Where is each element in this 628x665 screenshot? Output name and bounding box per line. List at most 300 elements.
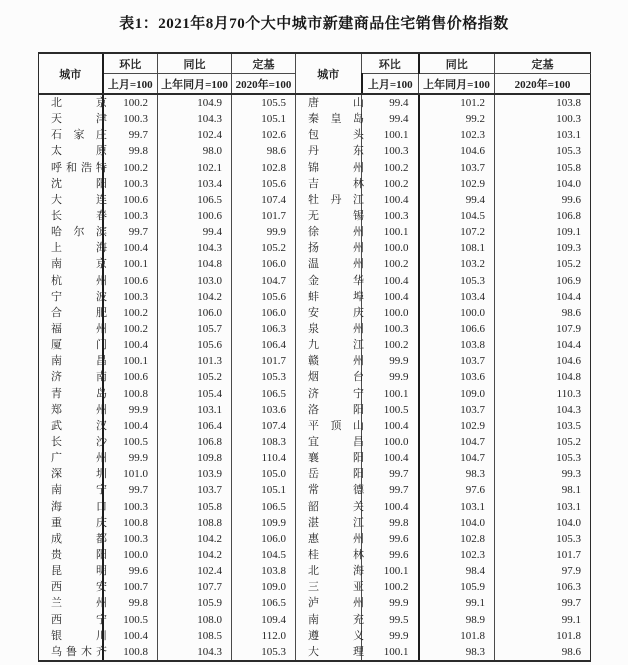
value-cell: 103.7 xyxy=(419,402,495,418)
value-cell: 104.8 xyxy=(495,369,591,385)
value-cell: 102.4 xyxy=(158,127,232,143)
value-cell: 98.6 xyxy=(495,644,591,661)
value-cell: 106.3 xyxy=(232,321,296,337)
city-name: 深圳 xyxy=(51,468,107,481)
value-cell: 103.9 xyxy=(158,466,232,482)
city-cell xyxy=(296,628,362,644)
city-cell xyxy=(296,450,362,466)
value-cell: 110.3 xyxy=(495,386,591,402)
city-cell xyxy=(296,499,362,515)
value-cell: 99.2 xyxy=(419,111,495,127)
city-name: 惠州 xyxy=(308,532,364,545)
city-cell xyxy=(39,547,107,563)
city-name: 大理 xyxy=(308,645,364,658)
value-cell: 100.1 xyxy=(362,386,419,402)
value-cell: 100.3 xyxy=(495,111,591,127)
city-name: 韶关 xyxy=(308,500,364,513)
value-cell: 103.1 xyxy=(495,499,591,515)
table-row xyxy=(39,369,591,385)
value-cell: 98.3 xyxy=(419,466,495,482)
value-cell: 109.0 xyxy=(232,579,296,595)
value-cell: 105.3 xyxy=(232,644,296,661)
value-cell: 106.0 xyxy=(232,531,296,547)
value-cell: 100.0 xyxy=(103,547,158,563)
value-cell: 100.0 xyxy=(419,305,495,321)
value-cell: 100.0 xyxy=(362,305,419,321)
value-cell: 100.4 xyxy=(362,289,419,305)
city-cell xyxy=(39,256,107,272)
city-name: 青岛 xyxy=(51,387,107,400)
value-cell: 106.9 xyxy=(495,273,591,289)
city-cell xyxy=(296,94,362,111)
value-cell: 106.6 xyxy=(419,321,495,337)
city-cell xyxy=(39,612,107,628)
header-yoy-base-right: 上年同月=100 xyxy=(419,74,495,95)
header-fixed-base-left: 2020年=100 xyxy=(232,74,296,95)
city-name: 南充 xyxy=(308,613,364,626)
city-cell xyxy=(39,482,107,498)
city-cell xyxy=(296,305,362,321)
value-cell: 108.8 xyxy=(158,515,232,531)
table-header xyxy=(39,53,591,94)
value-cell: 108.5 xyxy=(158,628,232,644)
city-cell xyxy=(39,579,107,595)
value-cell: 102.8 xyxy=(232,160,296,176)
table-row xyxy=(39,386,591,402)
city-name: 遵义 xyxy=(308,629,364,642)
city-cell xyxy=(39,143,107,159)
value-cell: 103.6 xyxy=(232,402,296,418)
value-cell: 97.6 xyxy=(419,482,495,498)
header-mom-right: 环比 xyxy=(362,53,419,74)
city-cell xyxy=(39,192,107,208)
value-cell: 100.1 xyxy=(362,224,419,240)
city-name: 济南 xyxy=(51,371,107,384)
city-name: 昆明 xyxy=(51,565,107,578)
value-cell: 100.3 xyxy=(362,321,419,337)
value-cell: 99.9 xyxy=(362,595,419,611)
city-cell xyxy=(39,160,107,176)
city-cell xyxy=(296,402,362,418)
table-row xyxy=(39,289,591,305)
value-cell: 107.9 xyxy=(495,321,591,337)
city-cell xyxy=(296,111,362,127)
value-cell: 100.5 xyxy=(103,434,158,450)
table-row xyxy=(39,434,591,450)
value-cell: 100.7 xyxy=(103,579,158,595)
value-cell: 109.8 xyxy=(158,450,232,466)
value-cell: 99.6 xyxy=(103,563,158,579)
value-cell: 100.3 xyxy=(103,499,158,515)
value-cell: 99.8 xyxy=(362,515,419,531)
value-cell: 101.2 xyxy=(419,94,495,111)
table-row xyxy=(39,208,591,224)
city-cell xyxy=(39,450,107,466)
city-cell xyxy=(296,256,362,272)
table-row xyxy=(39,176,591,192)
value-cell: 100.2 xyxy=(103,305,158,321)
value-cell: 100.4 xyxy=(103,337,158,353)
value-cell: 104.5 xyxy=(419,208,495,224)
value-cell: 109.1 xyxy=(495,224,591,240)
city-name: 成都 xyxy=(51,532,107,545)
value-cell: 106.5 xyxy=(232,595,296,611)
city-name: 唐山 xyxy=(308,97,364,110)
city-cell xyxy=(39,289,107,305)
city-cell xyxy=(296,176,362,192)
city-name: 安庆 xyxy=(308,306,364,319)
city-cell xyxy=(296,515,362,531)
value-cell: 98.6 xyxy=(232,143,296,159)
city-name: 包头 xyxy=(308,129,364,142)
value-cell: 105.1 xyxy=(232,482,296,498)
city-cell xyxy=(39,563,107,579)
value-cell: 100.6 xyxy=(158,208,232,224)
value-cell: 105.3 xyxy=(495,143,591,159)
city-cell xyxy=(39,273,107,289)
value-cell: 103.1 xyxy=(495,127,591,143)
value-cell: 100.4 xyxy=(362,499,419,515)
value-cell: 103.1 xyxy=(158,402,232,418)
value-cell: 102.3 xyxy=(419,127,495,143)
table-row xyxy=(39,224,591,240)
city-name: 哈尔滨 xyxy=(51,226,107,239)
value-cell: 106.4 xyxy=(232,337,296,353)
value-cell: 107.4 xyxy=(232,418,296,434)
table-row xyxy=(39,127,591,143)
value-cell: 105.4 xyxy=(158,386,232,402)
value-cell: 99.7 xyxy=(103,127,158,143)
value-cell: 99.8 xyxy=(103,595,158,611)
value-cell: 105.1 xyxy=(232,111,296,127)
value-cell: 104.6 xyxy=(419,143,495,159)
table-row xyxy=(39,337,591,353)
city-cell xyxy=(39,595,107,611)
header-mom-base-right: 上月=100 xyxy=(362,74,419,95)
city-name: 丹东 xyxy=(308,145,364,158)
value-cell: 105.6 xyxy=(232,289,296,305)
value-cell: 100.1 xyxy=(362,127,419,143)
city-name: 呼和浩特 xyxy=(51,161,107,174)
city-name: 牡丹江 xyxy=(308,193,364,206)
city-name: 天津 xyxy=(51,113,107,126)
city-name: 杭州 xyxy=(51,274,107,287)
table-row xyxy=(39,482,591,498)
value-cell: 99.1 xyxy=(495,612,591,628)
city-cell xyxy=(39,531,107,547)
city-cell xyxy=(39,176,107,192)
table-row xyxy=(39,531,591,547)
table-body xyxy=(39,94,591,661)
value-cell: 103.5 xyxy=(495,418,591,434)
value-cell: 100.2 xyxy=(362,256,419,272)
city-name: 郑州 xyxy=(51,403,107,416)
value-cell: 99.4 xyxy=(419,192,495,208)
value-cell: 101.7 xyxy=(232,208,296,224)
value-cell: 104.7 xyxy=(419,450,495,466)
city-cell xyxy=(39,337,107,353)
city-cell xyxy=(296,644,362,661)
value-cell: 103.8 xyxy=(495,94,591,111)
header-yoy-base-left: 上年同月=100 xyxy=(158,74,232,95)
value-cell: 105.8 xyxy=(495,160,591,176)
city-name: 三亚 xyxy=(308,581,364,594)
city-cell xyxy=(39,240,107,256)
value-cell: 100.2 xyxy=(103,94,158,111)
value-cell: 98.3 xyxy=(419,644,495,661)
value-cell: 99.6 xyxy=(495,192,591,208)
city-name: 海口 xyxy=(51,500,107,513)
city-name: 长春 xyxy=(51,210,107,222)
value-cell: 100.2 xyxy=(362,337,419,353)
city-name: 太原 xyxy=(51,145,107,158)
value-cell: 104.3 xyxy=(158,644,232,661)
city-cell xyxy=(296,386,362,402)
value-cell: 104.3 xyxy=(158,240,232,256)
city-cell xyxy=(296,418,362,434)
value-cell: 100.3 xyxy=(362,143,419,159)
city-cell xyxy=(296,579,362,595)
value-cell: 100.6 xyxy=(103,273,158,289)
city-name: 赣州 xyxy=(308,355,364,368)
value-cell: 100.2 xyxy=(362,160,419,176)
value-cell: 108.0 xyxy=(158,612,232,628)
city-cell xyxy=(296,531,362,547)
city-cell xyxy=(39,628,107,644)
value-cell: 103.8 xyxy=(232,563,296,579)
value-cell: 108.1 xyxy=(419,240,495,256)
table-row xyxy=(39,547,591,563)
value-cell: 105.6 xyxy=(232,176,296,192)
city-cell xyxy=(296,563,362,579)
value-cell: 101.8 xyxy=(495,628,591,644)
value-cell: 109.3 xyxy=(495,240,591,256)
city-name: 重庆 xyxy=(51,516,107,529)
value-cell: 100.5 xyxy=(362,402,419,418)
city-name: 西安 xyxy=(51,581,107,594)
value-cell: 101.8 xyxy=(419,628,495,644)
city-name: 泉州 xyxy=(308,322,364,335)
table-row xyxy=(39,644,591,661)
city-name: 南昌 xyxy=(51,355,107,368)
city-cell xyxy=(39,434,107,450)
value-cell: 100.1 xyxy=(362,644,419,661)
value-cell: 104.2 xyxy=(158,289,232,305)
city-name: 厦门 xyxy=(51,339,107,352)
value-cell: 100.0 xyxy=(362,240,419,256)
value-cell: 107.7 xyxy=(158,579,232,595)
city-cell xyxy=(296,208,362,224)
value-cell: 100.8 xyxy=(103,515,158,531)
city-cell xyxy=(39,321,107,337)
value-cell: 102.1 xyxy=(158,160,232,176)
table-row xyxy=(39,499,591,515)
value-cell: 105.3 xyxy=(232,369,296,385)
value-cell: 106.0 xyxy=(232,256,296,272)
city-cell xyxy=(39,305,107,321)
city-name: 武汉 xyxy=(51,419,107,432)
value-cell: 103.4 xyxy=(419,289,495,305)
city-cell xyxy=(296,369,362,385)
city-name: 常德 xyxy=(308,484,364,497)
table-title: 表1：2021年8月70个大中城市新建商品住宅销售价格指数 xyxy=(119,16,509,32)
city-cell xyxy=(296,482,362,498)
value-cell: 100.2 xyxy=(103,321,158,337)
value-cell: 105.3 xyxy=(419,273,495,289)
value-cell: 103.0 xyxy=(158,273,232,289)
value-cell: 109.9 xyxy=(232,515,296,531)
header-yoy-left: 同比 xyxy=(158,53,232,74)
value-cell: 106.0 xyxy=(232,305,296,321)
city-name: 合肥 xyxy=(51,306,107,319)
value-cell: 103.7 xyxy=(158,482,232,498)
table-row xyxy=(39,305,591,321)
table-row xyxy=(39,143,591,159)
value-cell: 106.4 xyxy=(158,418,232,434)
value-cell: 102.9 xyxy=(419,418,495,434)
value-cell: 110.4 xyxy=(232,450,296,466)
city-name: 襄阳 xyxy=(308,452,364,465)
table-row xyxy=(39,515,591,531)
city-cell xyxy=(296,353,362,369)
city-name: 扬州 xyxy=(308,242,364,255)
value-cell: 99.9 xyxy=(103,450,158,466)
value-cell: 98.0 xyxy=(158,143,232,159)
value-cell: 99.4 xyxy=(158,224,232,240)
value-cell: 102.6 xyxy=(232,127,296,143)
value-cell: 102.4 xyxy=(158,563,232,579)
value-cell: 100.4 xyxy=(362,192,419,208)
value-cell: 100.6 xyxy=(103,369,158,385)
city-cell xyxy=(39,515,107,531)
city-cell xyxy=(39,369,107,385)
city-cell xyxy=(39,466,107,482)
value-cell: 104.4 xyxy=(495,289,591,305)
city-name: 西宁 xyxy=(51,613,107,626)
city-cell xyxy=(39,386,107,402)
table-row xyxy=(39,612,591,628)
table-row xyxy=(39,595,591,611)
value-cell: 108.3 xyxy=(232,434,296,450)
value-cell: 100.4 xyxy=(362,450,419,466)
value-cell: 100.3 xyxy=(103,208,158,224)
city-name: 泸州 xyxy=(308,597,364,610)
value-cell: 106.3 xyxy=(495,579,591,595)
value-cell: 101.0 xyxy=(103,466,158,482)
value-cell: 100.1 xyxy=(103,353,158,369)
value-cell: 101.7 xyxy=(495,547,591,563)
city-name: 济宁 xyxy=(308,387,364,400)
value-cell: 106.5 xyxy=(158,192,232,208)
value-cell: 104.7 xyxy=(419,434,495,450)
city-cell xyxy=(296,160,362,176)
city-name: 福州 xyxy=(51,322,107,335)
table-row xyxy=(39,563,591,579)
value-cell: 100.5 xyxy=(103,612,158,628)
value-cell: 104.9 xyxy=(158,94,232,111)
value-cell: 99.9 xyxy=(362,353,419,369)
value-cell: 100.8 xyxy=(103,386,158,402)
city-name: 南宁 xyxy=(51,484,107,497)
city-cell xyxy=(296,466,362,482)
table-row xyxy=(39,418,591,434)
value-cell: 105.3 xyxy=(495,531,591,547)
city-name: 九江 xyxy=(308,339,364,352)
value-cell: 100.4 xyxy=(362,418,419,434)
city-name: 南京 xyxy=(51,258,107,271)
value-cell: 102.3 xyxy=(419,547,495,563)
value-cell: 100.3 xyxy=(103,176,158,192)
value-cell: 105.3 xyxy=(495,450,591,466)
value-cell: 101.3 xyxy=(158,353,232,369)
value-cell: 99.9 xyxy=(232,224,296,240)
city-cell xyxy=(39,224,107,240)
city-name: 沈阳 xyxy=(51,177,107,190)
value-cell: 103.4 xyxy=(158,176,232,192)
city-name: 长沙 xyxy=(51,435,107,448)
city-cell xyxy=(296,321,362,337)
value-cell: 97.9 xyxy=(495,563,591,579)
city-name: 秦皇岛 xyxy=(308,113,364,126)
header-city-left: 城市 xyxy=(39,53,103,94)
value-cell: 109.4 xyxy=(232,612,296,628)
city-cell xyxy=(296,240,362,256)
value-cell: 98.6 xyxy=(495,305,591,321)
city-name: 蚌埠 xyxy=(308,290,364,303)
city-name: 烟台 xyxy=(308,371,364,384)
table-row xyxy=(39,94,591,111)
table-row xyxy=(39,321,591,337)
city-name: 宁波 xyxy=(51,290,107,303)
value-cell: 106.8 xyxy=(495,208,591,224)
value-cell: 105.2 xyxy=(495,434,591,450)
header-row-main xyxy=(39,53,591,74)
value-cell: 103.2 xyxy=(419,256,495,272)
value-cell: 105.5 xyxy=(232,94,296,111)
header-mom-left: 环比 xyxy=(103,53,158,74)
value-cell: 104.5 xyxy=(232,547,296,563)
value-cell: 106.0 xyxy=(158,305,232,321)
city-cell xyxy=(39,208,107,224)
city-cell xyxy=(296,192,362,208)
value-cell: 99.9 xyxy=(362,628,419,644)
value-cell: 102.9 xyxy=(419,176,495,192)
value-cell: 105.2 xyxy=(232,240,296,256)
value-cell: 100.6 xyxy=(103,192,158,208)
city-name: 大连 xyxy=(51,193,107,206)
value-cell: 104.0 xyxy=(495,176,591,192)
city-name: 乌鲁木齐 xyxy=(51,645,107,658)
value-cell: 99.3 xyxy=(495,466,591,482)
value-cell: 106.5 xyxy=(232,386,296,402)
city-cell xyxy=(39,644,107,661)
value-cell: 99.5 xyxy=(362,612,419,628)
value-cell: 100.1 xyxy=(362,563,419,579)
value-cell: 104.3 xyxy=(158,111,232,127)
city-name: 石家庄 xyxy=(51,129,107,142)
value-cell: 98.9 xyxy=(419,612,495,628)
value-cell: 105.2 xyxy=(495,256,591,272)
city-cell xyxy=(39,402,107,418)
value-cell: 104.2 xyxy=(158,547,232,563)
table-row xyxy=(39,450,591,466)
value-cell: 104.0 xyxy=(495,515,591,531)
city-name: 温州 xyxy=(308,258,364,271)
value-cell: 104.4 xyxy=(495,337,591,353)
header-fixed-left: 定基 xyxy=(232,53,296,74)
city-name: 吉林 xyxy=(308,177,364,190)
value-cell: 99.7 xyxy=(103,482,158,498)
